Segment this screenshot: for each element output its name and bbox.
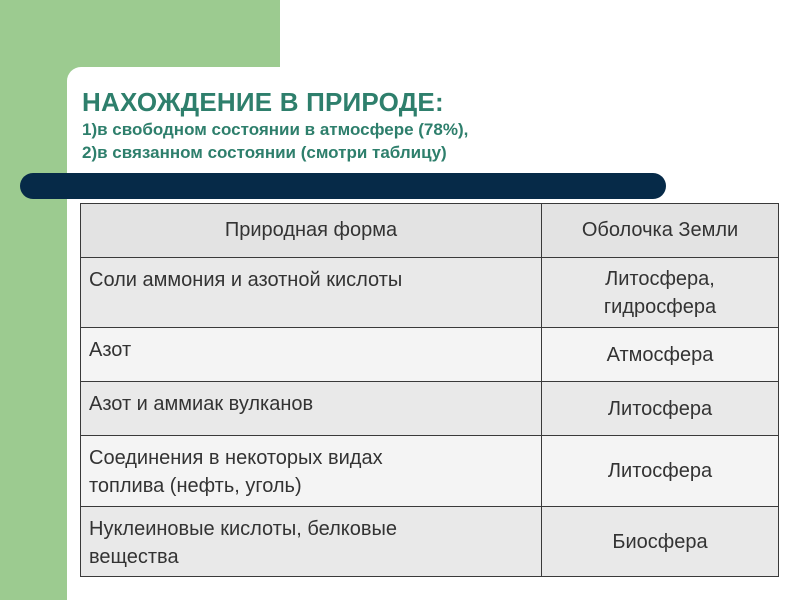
cell-text-line: топлива (нефть, уголь) <box>89 475 302 497</box>
table-header-natural-form: Природная форма <box>81 204 542 258</box>
cell-text-line: Азот <box>89 339 132 361</box>
cell-text-line: Соединения в некоторых видах <box>89 447 383 469</box>
cell-text-line: Литосфера, <box>605 267 715 290</box>
table-cell-natural-form <box>81 258 542 328</box>
table-header-row <box>81 204 779 258</box>
decorative-divider-bar <box>20 173 666 199</box>
cell-text-line: Биосфера <box>612 530 708 553</box>
table-row <box>81 507 779 577</box>
table-row <box>81 382 779 436</box>
table-header-earth-shell: Оболочка Земли <box>542 204 779 258</box>
cell-text-line: Литосфера <box>607 397 713 420</box>
table-cell-earth-shell <box>542 328 779 382</box>
table-row <box>81 258 779 328</box>
slide-subtitle-line-1: 1)в свободном состоянии в атмосфере (78%), <box>82 120 469 139</box>
cell-text-line: Атмосфера <box>606 343 714 366</box>
cell-text-line: Нуклеиновые кислоты, белковые <box>89 518 397 540</box>
cell-text-line: Соли аммония и азотной кислоты <box>89 269 403 291</box>
table-row <box>81 328 779 382</box>
table-cell-earth-shell <box>542 436 779 507</box>
cell-text-line: Литосфера <box>607 460 713 482</box>
cell-text-line: Азот и аммиак вулканов <box>89 393 314 415</box>
table-row <box>81 436 779 507</box>
table-cell-earth-shell <box>542 382 779 436</box>
cell-text-line: гидросфера <box>603 295 717 318</box>
table-cell-natural-form <box>81 507 542 577</box>
table-cell-natural-form <box>81 382 542 436</box>
slide-title: НАХОЖДЕНИЕ В ПРИРОДЕ: <box>82 87 444 117</box>
slide-title-block <box>82 86 782 164</box>
slide-subtitle-line-2: 2)в связанном состоянии (смотри таблицу) <box>82 143 447 162</box>
table-cell-earth-shell <box>542 258 779 328</box>
table-cell-earth-shell <box>542 507 779 577</box>
cell-text-line: вещества <box>89 546 179 568</box>
table-cell-natural-form <box>81 328 542 382</box>
nitrogen-occurrence-table <box>80 203 779 577</box>
table-cell-natural-form <box>81 436 542 507</box>
